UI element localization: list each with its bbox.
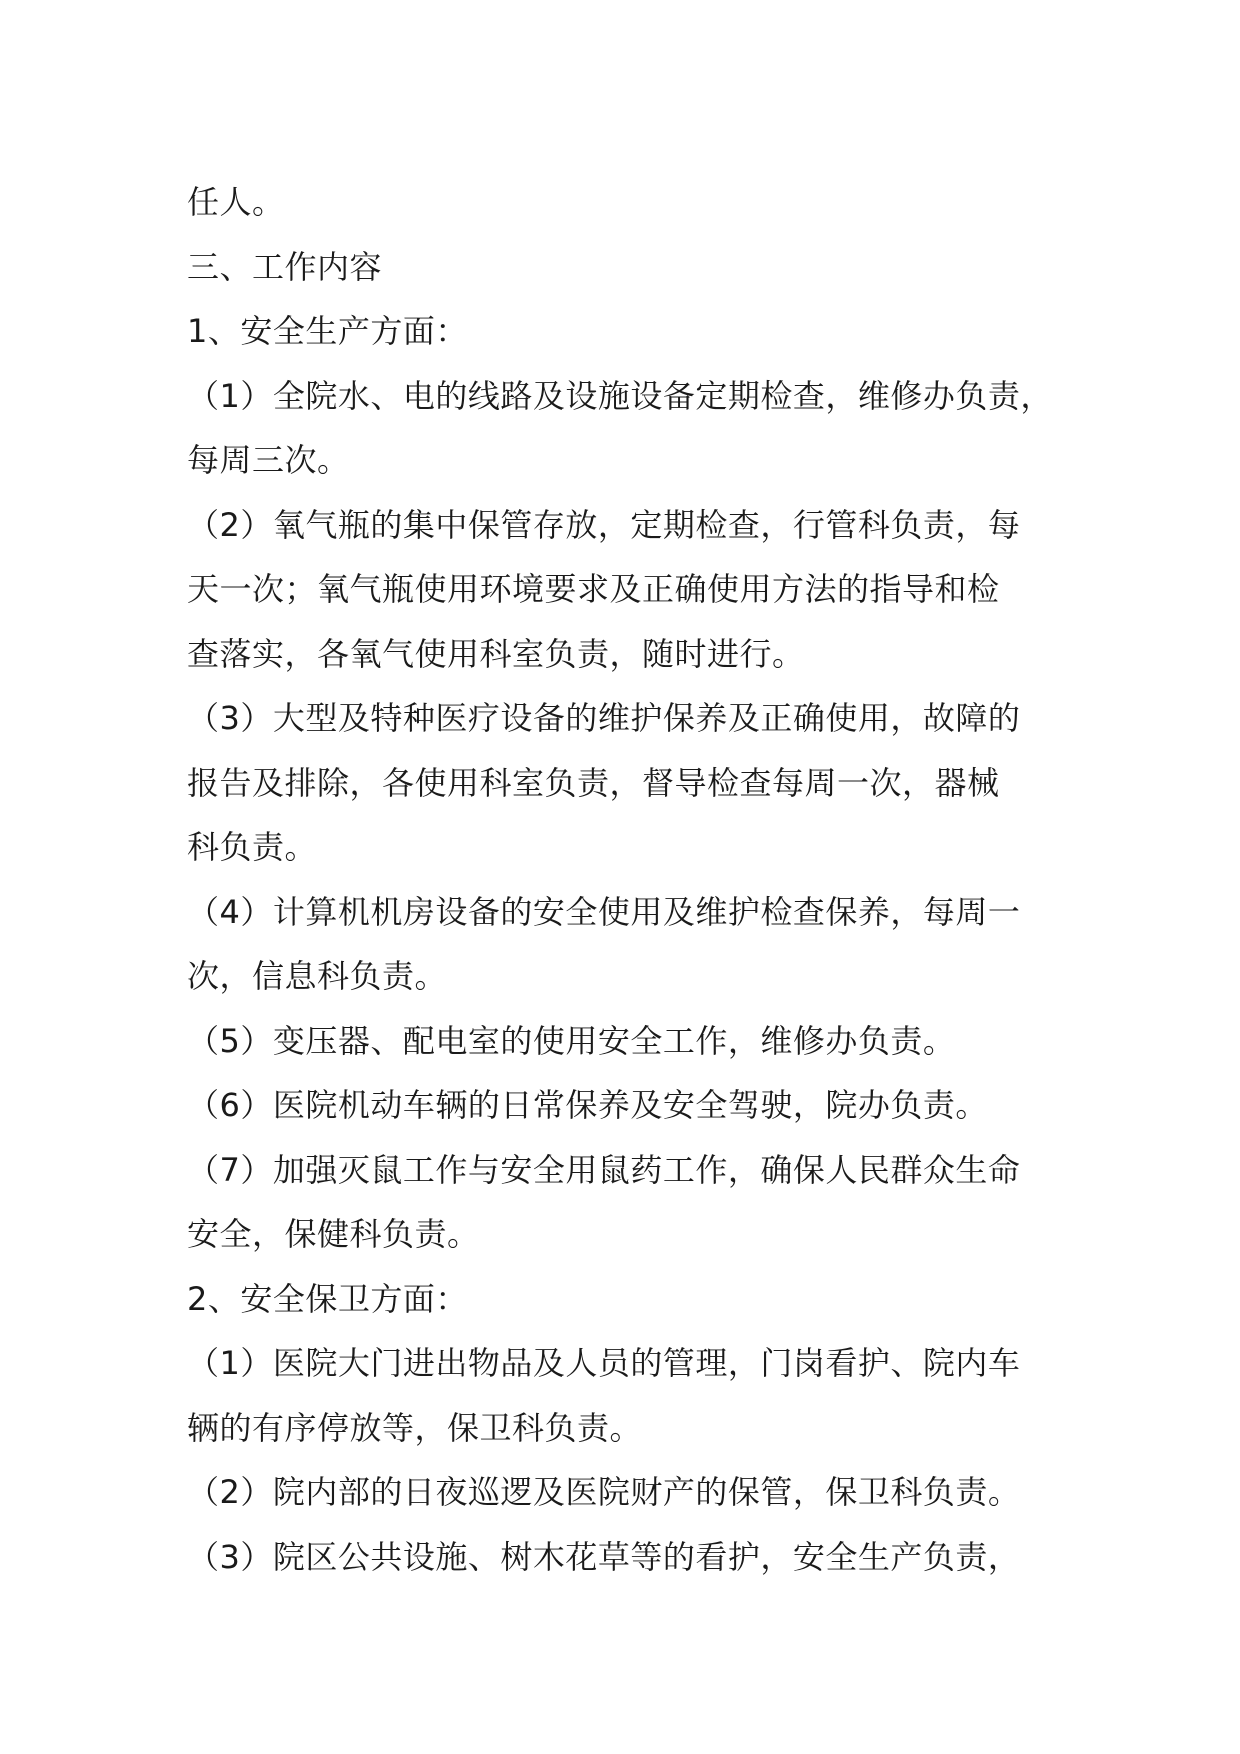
text-line: （2）氧气瓶的集中保管存放，定期检查，行管科负责，每 [187, 505, 1021, 544]
text-line: （2）院内部的日夜巡逻及医院财产的保管，保卫科负责。 [187, 1473, 1021, 1511]
text-line: 次，信息科负责。 [187, 957, 448, 995]
text-line: 每周三次。 [187, 441, 350, 479]
text-line: 报告及排除，各使用科室负责，督导检查每周一次，器械 [187, 763, 1000, 802]
text-line: （3）大型及特种医疗设备的维护保养及正确使用，故障的 [187, 699, 1021, 737]
subsection-heading: 2、安全保卫方面： [187, 1279, 468, 1318]
text-line: （1）医院大门进出物品及人员的管理，门岗看护、院内车 [187, 1344, 1021, 1382]
text-line: （1）全院水、电的线路及设施设备定期检查，维修办负责， [187, 376, 1053, 415]
text-line: 任人。 [187, 183, 285, 221]
text-line: 查落实，各氧气使用科室负责，随时进行。 [187, 634, 805, 673]
text-line: （3）院区公共设施、树木花草等的看护，安全生产负责， [187, 1537, 1021, 1576]
text-line: 天一次；氧气瓶使用环境要求及正确使用方法的指导和检 [187, 570, 1000, 608]
subsection-heading: 1、安全生产方面： [187, 312, 468, 350]
document-body [187, 170, 1087, 1589]
text-line: 安全，保健科负责。 [187, 1215, 480, 1253]
section-heading: 三、工作内容 [187, 247, 383, 286]
text-line: （4）计算机机房设备的安全使用及维护检查保养，每周一 [187, 892, 1021, 931]
text-line: （5）变压器、配电室的使用安全工作，维修办负责。 [187, 1021, 956, 1060]
text-line: （7）加强灭鼠工作与安全用鼠药工作，确保人民群众生命 [187, 1150, 1021, 1189]
text-line: 辆的有序停放等，保卫科负责。 [187, 1408, 643, 1447]
text-line: （6）医院机动车辆的日常保养及安全驾驶，院办负责。 [187, 1086, 988, 1124]
text-line: 科负责。 [187, 828, 318, 866]
